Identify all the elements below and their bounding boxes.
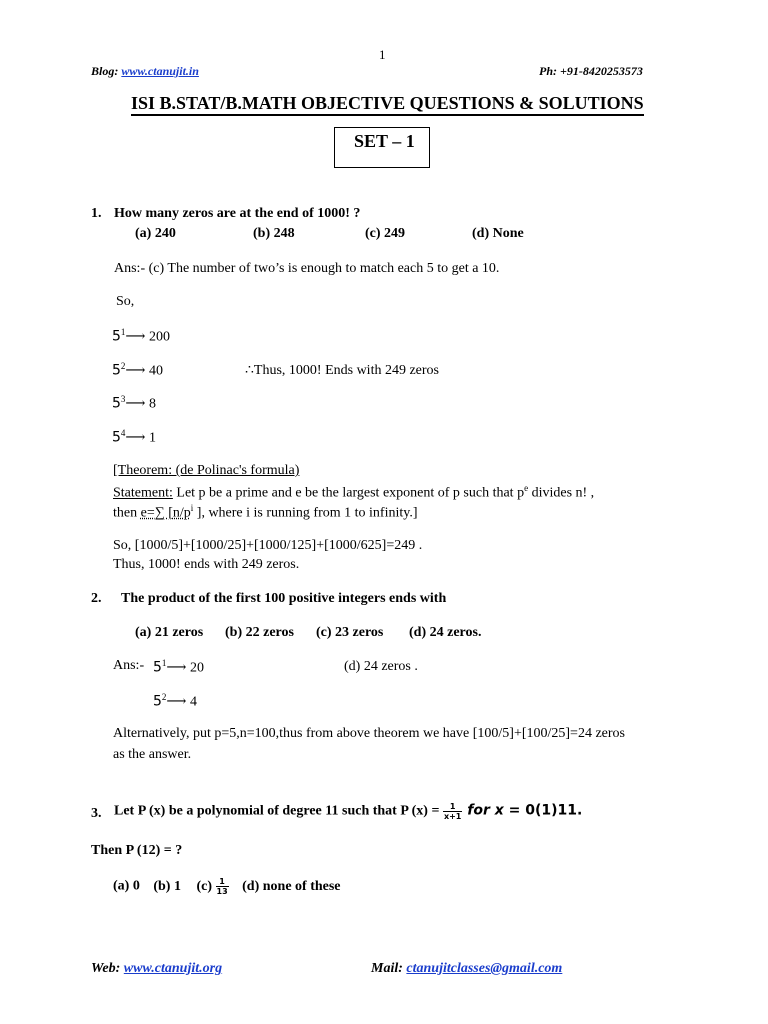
q2-power-1 bbox=[153, 658, 204, 677]
q1-so: So, bbox=[116, 294, 135, 309]
theorem-then bbox=[113, 503, 418, 522]
power-base: 5 bbox=[153, 659, 162, 676]
theorem-statement bbox=[113, 483, 594, 502]
fraction-denominator: 13 bbox=[216, 887, 228, 896]
footer-mail bbox=[371, 961, 562, 977]
power-value: ⟶ 40 bbox=[125, 363, 163, 379]
q3-range: = 0(1)11. bbox=[503, 802, 583, 819]
mail-label: Mail: bbox=[371, 961, 407, 976]
q2-option-a: (a) 21 zeros bbox=[135, 625, 204, 640]
footer-web bbox=[91, 961, 222, 977]
blog-label: Blog: bbox=[91, 64, 122, 78]
theorem-heading: [Theorem: (de Polinac's formula) bbox=[113, 463, 300, 478]
q2-number: 2. bbox=[91, 591, 102, 606]
q1-number: 1. bbox=[91, 206, 102, 221]
q1-option-b: (b) 248 bbox=[253, 226, 295, 241]
power-base: 5 bbox=[112, 328, 121, 345]
q3-question-text: Let P (x) be a polynomial of degree 11 such that P (x) = bbox=[114, 803, 443, 819]
q3-then: Then P (12) = ? bbox=[91, 843, 183, 858]
phone-number: Ph: +91-8420253573 bbox=[539, 64, 643, 78]
page-title bbox=[131, 93, 644, 114]
q1-answer: Ans:- (c) The number of two’s is enough to match each 5 to get a 10. bbox=[114, 261, 500, 276]
then-formula: e=∑ [n/p bbox=[140, 505, 191, 521]
q1-question: How many zeros are at the end of 1000! ? bbox=[114, 206, 361, 221]
q1-power-2 bbox=[112, 361, 163, 380]
q1-option-d: (d) None bbox=[472, 226, 524, 241]
statement-label: Statement: bbox=[113, 485, 173, 501]
then-sup: i bbox=[190, 503, 194, 513]
statement-sup: e bbox=[524, 483, 529, 493]
q3-option-c: (c) bbox=[196, 878, 212, 894]
q3-option-a: (a) 0 bbox=[113, 878, 140, 894]
power-base: 5 bbox=[112, 362, 121, 379]
page-number: 1 bbox=[379, 47, 386, 62]
then-text: then bbox=[113, 505, 141, 521]
q2-alt-line-1: Alternatively, put p=5,n=100,thus from above theorem we have [100/5]+[100/25]=24 zeros bbox=[113, 726, 625, 741]
q3-for-x: for x bbox=[462, 802, 504, 819]
power-value: ⟶ 200 bbox=[125, 329, 170, 345]
q1-option-c: (c) 249 bbox=[365, 226, 406, 241]
q3-option-b: (b) 1 bbox=[153, 878, 181, 894]
q1-thus-line: Thus, 1000! ends with 249 zeros. bbox=[113, 557, 300, 572]
q1-power-4 bbox=[112, 428, 156, 447]
q2-option-c: (c) 23 zeros bbox=[316, 625, 384, 640]
web-link[interactable]: www.ctanujit.org bbox=[123, 961, 223, 976]
statement-text: Let p be a prime and e be the largest exponent of p such that p bbox=[172, 485, 525, 501]
fraction-numerator: 1 bbox=[216, 877, 229, 887]
q2-alt-line-2: as the answer. bbox=[113, 747, 192, 762]
power-base: 5 bbox=[112, 395, 121, 412]
power-exp: 3 bbox=[120, 394, 126, 404]
power-exp: 1 bbox=[161, 658, 167, 668]
q1-so-line: So, [1000/5]+[1000/25]+[1000/125]+[1000/625]=249 . bbox=[113, 538, 423, 553]
power-exp: 1 bbox=[120, 327, 126, 337]
mail-link[interactable]: ctanujitclasses@gmail.com bbox=[406, 961, 563, 976]
set-label: SET – 1 bbox=[354, 131, 415, 151]
q3-fraction bbox=[443, 802, 462, 821]
power-value: ⟶ 1 bbox=[125, 430, 156, 446]
q2-ans-label: Ans:- bbox=[113, 658, 145, 673]
power-exp: 2 bbox=[120, 361, 126, 371]
power-base: 5 bbox=[153, 693, 162, 710]
statement-text-end: divides n! , bbox=[528, 485, 595, 501]
web-label: Web: bbox=[91, 961, 124, 976]
then-text-end: ], where i is running from 1 to infinity.] bbox=[193, 505, 418, 521]
q3-options bbox=[113, 877, 341, 896]
power-value: ⟶ 8 bbox=[125, 396, 156, 412]
q2-question: The product of the first 100 positive integers ends with bbox=[121, 591, 447, 606]
q3-number: 3. bbox=[91, 806, 102, 821]
q2-option-d: (d) 24 zeros. bbox=[409, 625, 482, 640]
q3-option-d: (d) none of these bbox=[242, 878, 341, 894]
power-base: 5 bbox=[112, 429, 121, 446]
q1-power-3 bbox=[112, 394, 156, 413]
q3-option-c-fraction bbox=[216, 877, 229, 896]
q2-power-2 bbox=[153, 692, 197, 711]
blog-header bbox=[91, 64, 199, 79]
q2-option-b: (b) 22 zeros bbox=[225, 625, 294, 640]
q3-question bbox=[114, 802, 582, 821]
blog-link[interactable]: www.ctanujit.in bbox=[121, 64, 199, 78]
q1-thus-side: ∴Thus, 1000! Ends with 249 zeros bbox=[245, 363, 439, 378]
q2-answer-side: (d) 24 zeros . bbox=[344, 659, 418, 674]
q1-option-a: (a) 240 bbox=[135, 226, 176, 241]
page-title-text: ISI B.STAT/B.MATH OBJECTIVE QUESTIONS & SOLUTIONS bbox=[131, 93, 644, 116]
q1-power-1 bbox=[112, 327, 170, 346]
fraction-denominator: x+1 bbox=[443, 812, 462, 821]
power-value: ⟶ 4 bbox=[166, 694, 197, 710]
power-exp: 2 bbox=[161, 692, 167, 702]
power-exp: 4 bbox=[120, 428, 126, 438]
fraction-numerator: 1 bbox=[443, 802, 462, 812]
power-value: ⟶ 20 bbox=[166, 660, 204, 676]
